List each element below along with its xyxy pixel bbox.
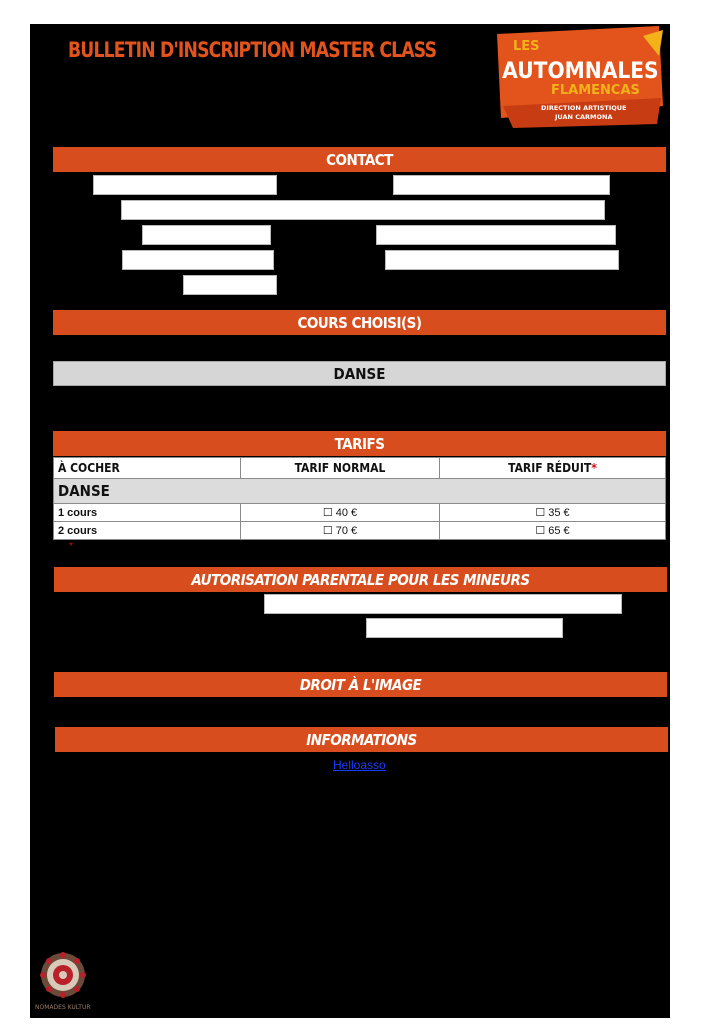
row-label: 2 cours	[54, 522, 241, 540]
contact-field-2[interactable]	[393, 175, 610, 195]
col-cocher: À COCHER	[54, 458, 241, 479]
autorisation-field-1[interactable]	[264, 594, 622, 614]
contact-field-4[interactable]	[142, 225, 271, 245]
danse-header: DANSE	[53, 361, 666, 386]
cours-section-header: COURS CHOISI(S)	[53, 310, 666, 335]
checkbox-reduit-1[interactable]: ☐ 35 €	[440, 504, 666, 522]
logo-automnales: AUTOMNALES	[502, 57, 659, 84]
page-title: BULLETIN D'INSCRIPTION MASTER CLASS	[68, 38, 437, 62]
logo-direction: DIRECTION ARTISTIQUE	[541, 104, 627, 112]
contact-field-8[interactable]	[183, 275, 277, 295]
contact-section-header: CONTACT	[53, 147, 666, 172]
col-tarif-reduit	[440, 458, 666, 479]
contact-field-1[interactable]	[93, 175, 277, 195]
tarifs-section-danse: DANSE	[54, 479, 666, 504]
reduit-asterisk: *	[591, 461, 597, 475]
tarifs-header-row	[54, 458, 666, 479]
autorisation-field-2[interactable]	[366, 618, 563, 638]
checkbox-normal-2[interactable]: ☐ 70 €	[241, 522, 440, 540]
contact-field-6[interactable]	[122, 250, 274, 270]
logo-les: LES	[513, 39, 540, 54]
contact-field-3[interactable]	[121, 200, 605, 220]
row-label: 1 cours	[54, 504, 241, 522]
tarifs-section-row	[54, 479, 666, 504]
nomades-kultur-logo	[34, 949, 92, 1015]
col-tarif-normal: TARIF NORMAL	[241, 458, 440, 479]
automnales-logo	[493, 26, 665, 130]
helloasso-link[interactable]: Helloasso	[333, 758, 386, 772]
contact-field-5[interactable]	[376, 225, 616, 245]
form-sheet	[30, 24, 670, 1018]
footnote-asterisk: *	[69, 541, 73, 552]
col-tarif-reduit-label: TARIF RÉDUIT	[508, 461, 592, 475]
contact-field-7[interactable]	[385, 250, 619, 270]
table-row	[54, 522, 666, 540]
checkbox-reduit-2[interactable]: ☐ 65 €	[440, 522, 666, 540]
logo-flamencas: FLAMENCAS	[551, 83, 640, 98]
table-row	[54, 504, 666, 522]
autorisation-section-header: AUTORISATION PARENTALE POUR LES MINEURS	[54, 567, 667, 592]
tarifs-section-header: TARIFS	[53, 431, 666, 456]
nomades-kultur-text: NOMADES KULTUR	[35, 1004, 91, 1011]
checkbox-normal-1[interactable]: ☐ 40 €	[241, 504, 440, 522]
tarifs-table	[53, 457, 666, 540]
droit-image-section-header: DROIT À L'IMAGE	[54, 672, 667, 697]
logo-carmona: JUAN CARMONA	[555, 113, 613, 121]
informations-section-header: INFORMATIONS	[55, 727, 668, 752]
